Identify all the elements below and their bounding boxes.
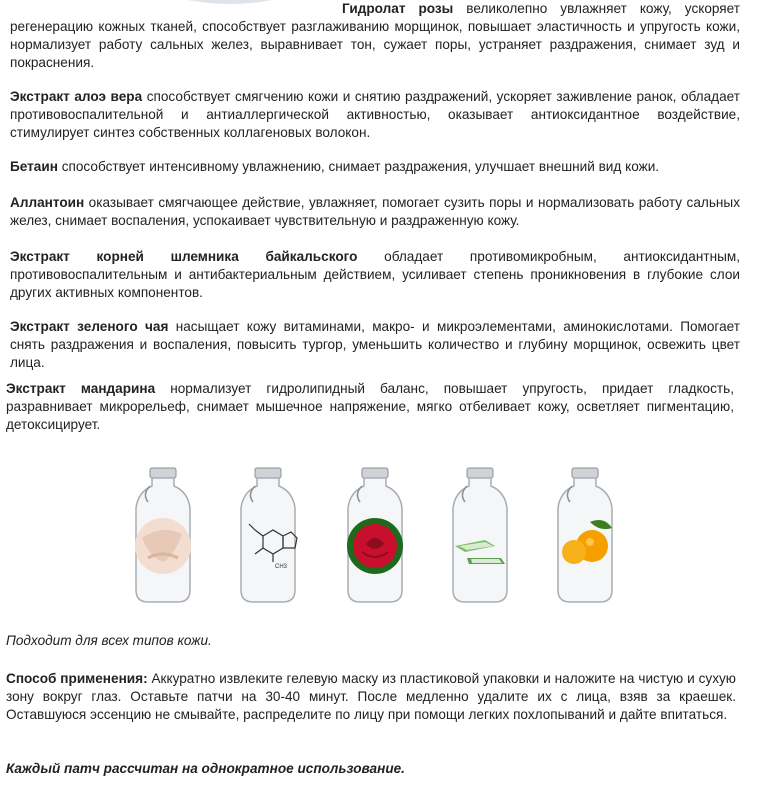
ingredient-scutellaria [10, 248, 740, 302]
ingredient-text: оказывает смягчающее действие, увлажняет, помогает сузить поры и нормализовать работу сальных желез, снимает воспаления, успокаивает чувствительную и раздраженную кожу. [10, 195, 740, 228]
skin-type-note: Подходит для всех типов кожи. [6, 633, 212, 648]
ingredient-title: Экстракт мандарина [6, 381, 156, 396]
ingredient-green-tea [10, 318, 740, 372]
jar-rose-icon [340, 466, 410, 606]
ingredient-jars [120, 466, 640, 606]
jar-aloe-icon [445, 466, 515, 606]
ingredient-title: Экстракт корней шлемника байкальского [10, 249, 358, 264]
ingredient-aloe-vera [10, 88, 740, 142]
jar-collagen-icon [128, 466, 198, 606]
ingredient-text: способствует смягчению кожи и снятию раздражений, ускоряет заживление ранок, обладает противовоспалительной и антиаллергической активностью, оказывает антиоксидантное воздействие, стимулирует синтез собственных коллагеновых волокон. [10, 89, 741, 140]
ingredient-betaine [10, 158, 740, 176]
usage-instructions [6, 670, 736, 724]
usage-text: Аккуратно извлеките гелевую маску из пластиковой упаковки и наложите на чистую и сухую зону вокруг глаз. Оставьте патчи на 30-40 минут. После медленно удалите их с лица, взяв за краешек. Оставшуюся эссенцию не смывайте, распределите по лицу при помощи легких похлопываний и дайте впитаться. [6, 671, 736, 722]
ingredient-title: Гидролат розы [342, 1, 454, 16]
ingredient-title: Бетаин [10, 159, 58, 174]
single-use-note [6, 760, 736, 778]
ingredient-title: Экстракт алоэ вера [10, 89, 143, 104]
ingredient-text: способствует интенсивному увлажнению, снимает раздражения, улучшает внешний вид кожи. [57, 159, 660, 174]
ingredient-mandarin [6, 380, 734, 434]
svg-text:CH3: CH3 [275, 564, 288, 570]
ingredient-title: Экстракт зеленого чая [10, 319, 169, 334]
ingredient-text: насыщает кожу витаминами, макро- и микроэлементами, аминокислотами. Помогает снять раздражения и воспаления, повысить тургор, уменьшить количество и глубину морщинок, освежить цвет лица. [10, 319, 740, 370]
single-use-text: Каждый патч рассчитан на однократное использование. [6, 761, 405, 776]
ingredient-rose-hydrolate [10, 0, 740, 72]
usage-title: Способ применения: [6, 671, 148, 686]
ingredient-text: обладает противомикробным, антиоксидантным, противовоспалительным и антибактериальным действием, усиливает степень проникновения в глубокие слои других активных компонентов. [10, 249, 740, 300]
ingredient-title: Аллантоин [10, 195, 85, 210]
jar-mandarin-icon [550, 466, 620, 606]
jar-formula-icon [233, 466, 303, 606]
ingredient-text: великолепно увлажняет кожу, ускоряет регенерацию кожных тканей, способствует разглаживанию морщинок, повышает эластичность и упругость кожи, нормализует работу сальных желез, выравнивает тон, сужает поры, устраняет раздражения, снимает зуд и покраснения. [10, 1, 741, 70]
ingredient-text: нормализует гидролипидный баланс, повышает упругость, придает гладкость, разравнивает микрорельеф, снимает мышечное напряжение, мягко отбеливает кожу, осветляет пигментацию, детоксицирует. [6, 381, 734, 432]
ingredient-allantoin [10, 194, 740, 230]
